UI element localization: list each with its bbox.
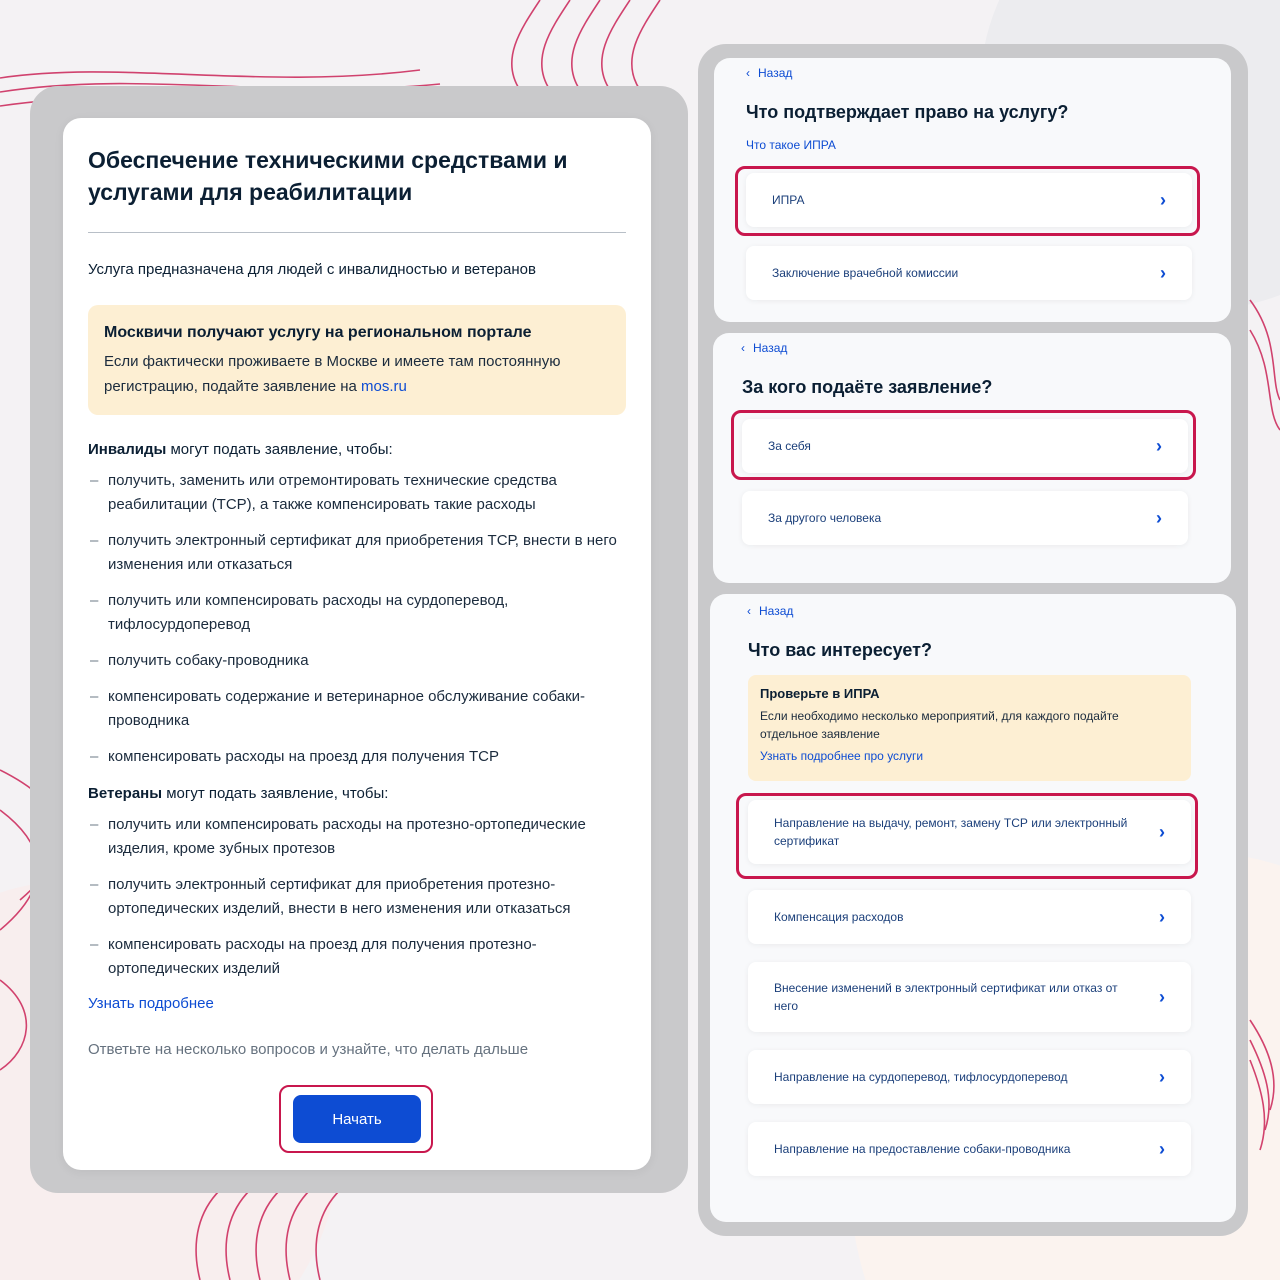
- title-divider: [88, 232, 626, 233]
- chevron-right-icon: ›: [1160, 190, 1166, 210]
- page-title: Обеспечение техническими средствами и услугами для реабилитации: [88, 147, 568, 205]
- learn-more-link[interactable]: Узнать подробнее: [88, 995, 214, 1012]
- chevron-left-icon: ‹: [747, 604, 751, 618]
- what-is-ipra-link[interactable]: Что такое ИПРА: [746, 138, 836, 152]
- option-label: ИПРА: [772, 193, 805, 207]
- list-item: – компенсировать расходы на проезд для получения протезно-ортопедических изделий: [88, 933, 626, 981]
- question-title: Что вас интересует?: [748, 640, 932, 660]
- chevron-right-icon: ›: [1160, 263, 1166, 283]
- mos-ru-link[interactable]: mos.ru: [361, 378, 407, 395]
- disabled-list: [88, 469, 626, 769]
- moscow-notice: [88, 305, 626, 415]
- option-label: Направление на предоставление собаки-проводника: [774, 1142, 1071, 1156]
- list-item: – компенсировать содержание и ветеринарное обслуживание собаки-проводника: [88, 685, 626, 733]
- veterans-list: [88, 813, 626, 981]
- chevron-right-icon: ›: [1159, 1067, 1165, 1087]
- list-item: – получить электронный сертификат для приобретения ТСР, внести в него изменения или отказаться: [88, 529, 626, 577]
- service-info-card: [63, 118, 651, 1170]
- veterans-heading-rest: могут подать заявление, чтобы:: [162, 785, 389, 802]
- option-label: Компенсация расходов: [774, 910, 904, 924]
- chevron-right-icon: ›: [1156, 508, 1162, 528]
- start-button-highlight: [279, 1085, 433, 1153]
- question-title: Что подтверждает право на услугу?: [746, 102, 1069, 122]
- service-intro: Услуга предназначена для людей с инвалидностью и ветеранов: [88, 261, 536, 278]
- back-label: Назад: [753, 341, 788, 355]
- question-title: За кого подаёте заявление?: [742, 377, 993, 397]
- option-label: За другого человека: [768, 511, 882, 525]
- option-label: Направление на сурдоперевод, тифлосурдоперевод: [774, 1070, 1068, 1084]
- notice-title: Проверьте в ИПРА: [760, 686, 880, 701]
- list-item: – получить собаку-проводника: [88, 649, 626, 673]
- start-button[interactable]: Начать: [293, 1095, 421, 1143]
- option-compensation[interactable]: [748, 890, 1191, 944]
- screen-applicant: [713, 333, 1231, 583]
- option-label: За себя: [768, 439, 811, 453]
- chevron-right-icon: ›: [1159, 907, 1165, 927]
- chevron-right-icon: ›: [1159, 1139, 1165, 1159]
- disabled-heading-rest: могут подать заявление, чтобы:: [166, 441, 393, 458]
- option-sign-translation[interactable]: [748, 1050, 1191, 1104]
- ipra-notice: [748, 675, 1191, 781]
- notice-body: Если фактически проживаете в Москве и имеете там постоянную регистрацию, подайте заявление на: [104, 353, 561, 395]
- disabled-heading: [88, 439, 626, 461]
- list-item: – компенсировать расходы на проезд для получения ТСР: [88, 745, 626, 769]
- screen-interest: [710, 594, 1236, 1222]
- disabled-heading-bold: Инвалиды: [88, 441, 167, 458]
- footer-hint: Ответьте на несколько вопросов и узнайте, что делать дальше: [88, 1041, 529, 1058]
- back-link[interactable]: [741, 341, 787, 355]
- option-medical-commission[interactable]: [746, 246, 1192, 300]
- option-highlight: [736, 793, 1198, 879]
- back-link[interactable]: [746, 66, 792, 80]
- back-link[interactable]: [747, 604, 793, 618]
- list-item: – получить, заменить или отремонтировать технические средства реабилитации (ТСР), а также компенсировать такие расходы: [88, 469, 626, 517]
- veterans-heading-bold: Ветераны: [88, 785, 163, 802]
- back-label: Назад: [758, 66, 793, 80]
- list-item: – получить или компенсировать расходы на протезно-ортопедические изделия, кроме зубных протезов: [88, 813, 626, 861]
- chevron-right-icon: ›: [1159, 987, 1165, 1007]
- option-certificate-changes[interactable]: [748, 962, 1191, 1032]
- veterans-heading: [88, 783, 626, 805]
- option-guide-dog[interactable]: [748, 1122, 1191, 1176]
- notice-title: Москвичи получают услугу на региональном портале: [104, 324, 532, 341]
- option-highlight: [735, 166, 1200, 236]
- option-other-person[interactable]: [742, 491, 1188, 545]
- option-label: Внесение изменений в электронный сертификат или отказ от него: [774, 981, 1118, 1013]
- list-item: – получить или компенсировать расходы на сурдоперевод, тифлосурдоперевод: [88, 589, 626, 637]
- services-info-link[interactable]: Узнать подробнее про услуги: [760, 749, 924, 763]
- list-item: – получить электронный сертификат для приобретения протезно-ортопедических изделий, внести в него изменения или отказаться: [88, 873, 626, 921]
- chevron-right-icon: ›: [1159, 822, 1165, 842]
- option-highlight: [731, 410, 1196, 480]
- chevron-left-icon: ‹: [741, 341, 745, 355]
- notice-text: [104, 349, 610, 399]
- option-label: Заключение врачебной комиссии: [772, 266, 959, 280]
- notice-text: Если необходимо несколько мероприятий, для каждого подайте отдельное заявление: [760, 709, 1119, 741]
- back-label: Назад: [759, 604, 794, 618]
- chevron-right-icon: ›: [1156, 436, 1162, 456]
- screen-right-to-service: [714, 58, 1231, 322]
- chevron-left-icon: ‹: [746, 66, 750, 80]
- option-label: Направление на выдачу, ремонт, замену ТСР или электронный сертификат: [774, 816, 1128, 848]
